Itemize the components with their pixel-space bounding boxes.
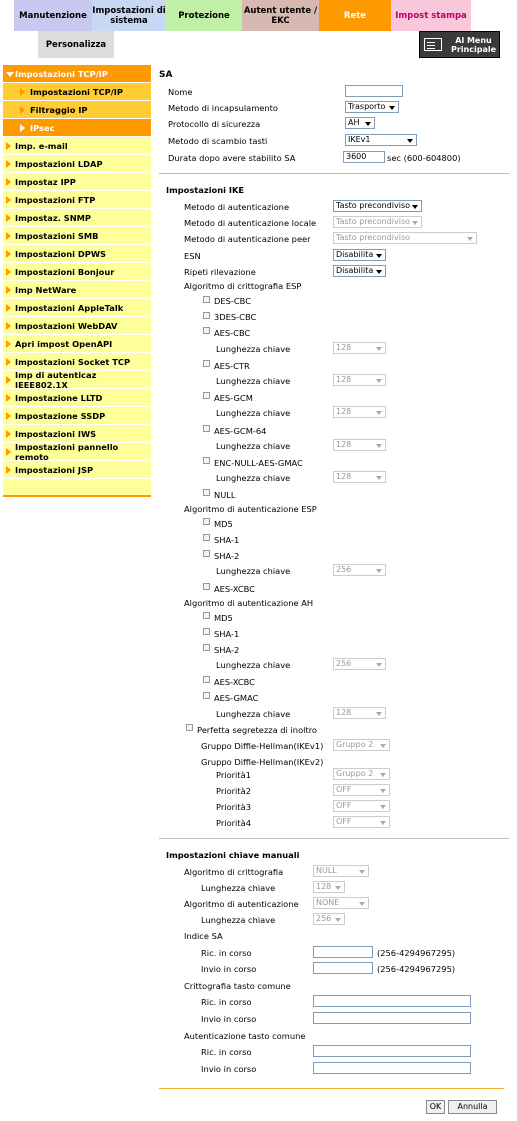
arrow-right-icon	[6, 412, 11, 420]
arrow-right-icon	[6, 214, 11, 222]
esn-select[interactable]: Disabilita	[333, 249, 386, 261]
critt-comune-label: Crittografia tasto comune	[184, 981, 291, 991]
enc-null-lunghezza-select[interactable]: 128	[333, 471, 386, 483]
priorita2-label: Priorità2	[216, 786, 251, 796]
aes-ctr-lunghezza-label: Lunghezza chiave	[216, 376, 291, 386]
chevron-down-icon	[6, 72, 14, 77]
arrow-right-icon	[6, 304, 11, 312]
menu-principale-button[interactable]	[419, 31, 500, 58]
esn-label: ESN	[184, 251, 201, 261]
ike-auth-label: Metodo di autenticazione	[184, 202, 290, 212]
des-cbc-label: DES-CBC	[214, 296, 252, 306]
sidebar-item-email[interactable]: Imp. e-mail	[3, 137, 151, 155]
sidebar-item-tcpip[interactable]: Impostazioni TCP/IP	[3, 65, 151, 83]
esp-md5-checkbox[interactable]	[203, 518, 210, 525]
ah-sha1-checkbox[interactable]	[203, 628, 210, 635]
manual-auth-lunghezza-select[interactable]: 256	[313, 913, 345, 925]
arrow-right-icon	[20, 88, 25, 96]
indice-invio-label: Invio in corso	[201, 964, 257, 974]
priorita1-select[interactable]: Gruppo 2	[333, 768, 390, 780]
arrow-right-icon	[6, 178, 11, 186]
aes-cbc-label: AES-CBC	[214, 328, 251, 338]
sidebar-subitem-filtraggio-ip[interactable]: Filtraggio IP	[3, 101, 151, 119]
esp-aes-xcbc-checkbox[interactable]	[203, 583, 210, 590]
indice-ric-input[interactable]	[313, 946, 373, 958]
enc-null-lunghezza-label: Lunghezza chiave	[216, 473, 291, 483]
null-checkbox[interactable]	[203, 489, 210, 496]
ah-gmac-lunghezza-select[interactable]: 128	[333, 707, 386, 719]
scambio-label: Metodo di scambio tasti	[168, 136, 268, 146]
critt-invio-label: Invio in corso	[201, 1014, 257, 1024]
manual-auth-lunghezza-label: Lunghezza chiave	[201, 915, 276, 925]
enc-null-checkbox[interactable]	[203, 457, 210, 464]
tab-impost-stampa[interactable]: Impost stampa	[391, 0, 471, 31]
ah-sha2-checkbox[interactable]	[203, 644, 210, 651]
ok-button[interactable]: OK	[426, 1100, 445, 1114]
nome-label: Nome	[168, 87, 193, 97]
esp-sha2-label: SHA-2	[214, 551, 240, 561]
priorita3-label: Priorità3	[216, 802, 251, 812]
manual-crypto-label: Algoritmo di crittografia	[184, 867, 284, 877]
arrow-right-icon	[6, 250, 11, 258]
sidebar-item-ssdp[interactable]: Impostazione SSDP	[3, 407, 151, 425]
sidebar-item-lltd[interactable]: Impostazione LLTD	[3, 389, 151, 407]
indice-sa-label: Indice SA	[184, 931, 223, 941]
aes-gcm64-lunghezza-select[interactable]: 128	[333, 439, 386, 451]
aes-gcm-lunghezza-select[interactable]: 128	[333, 406, 386, 418]
sidebar-subitem-tcpip[interactable]: Impostazioni TCP/IP	[3, 83, 151, 101]
dh2-label: Gruppo Diffie-Hellman(IKEv2)	[201, 757, 324, 767]
divider	[159, 173, 509, 174]
arrow-right-icon	[20, 106, 25, 114]
arrow-right-icon	[6, 232, 11, 240]
aes-gcm64-label: AES-GCM-64	[214, 426, 267, 436]
critt-ric-label: Ric. in corso	[201, 997, 252, 1007]
null-label: NULL	[214, 490, 236, 500]
aes-ctr-lunghezza-select[interactable]: 128	[333, 374, 386, 386]
sidebar-item-iws[interactable]: Impostazioni IWS	[3, 425, 151, 443]
ah-sha2-lunghezza-label: Lunghezza chiave	[216, 660, 291, 670]
arrow-right-icon	[6, 358, 11, 366]
tab-personalizza[interactable]: Personalizza	[38, 31, 114, 58]
dh1-select[interactable]: Gruppo 2	[333, 739, 390, 751]
priorita4-label: Priorità4	[216, 818, 251, 828]
ike-title: Impostazioni IKE	[166, 185, 245, 195]
tab-rete[interactable]: Rete	[319, 0, 391, 31]
menu-icon	[424, 38, 442, 51]
auth-invio-input[interactable]	[313, 1062, 471, 1074]
arrow-right-icon	[6, 268, 11, 276]
priorita1-label: Priorità1	[216, 770, 251, 780]
priorita4-select[interactable]: OFF	[333, 816, 390, 828]
critt-invio-input[interactable]	[313, 1012, 471, 1024]
annulla-button[interactable]: Annulla	[448, 1100, 497, 1114]
ah-md5-checkbox[interactable]	[203, 612, 210, 619]
ah-aes-gmac-label: AES-GMAC	[214, 693, 259, 703]
esp-sha2-checkbox[interactable]	[203, 550, 210, 557]
ike-auth-peer-label: Metodo di autenticazione peer	[184, 234, 311, 244]
manual-crypto-lunghezza-label: Lunghezza chiave	[201, 883, 276, 893]
sidebar-item-dpws[interactable]: Impostazioni DPWS	[3, 245, 151, 263]
des-cbc-checkbox[interactable]	[203, 296, 210, 303]
sidebar-subitem-ipsec[interactable]: IPsec	[3, 119, 151, 137]
sidebar-item-smb[interactable]: Impostazioni SMB	[3, 227, 151, 245]
arrow-right-icon	[6, 448, 11, 456]
aes-gcm-checkbox[interactable]	[203, 392, 210, 399]
aes-gcm-lunghezza-label: Lunghezza chiave	[216, 408, 291, 418]
esp-sha2-lunghezza-select[interactable]: 256	[333, 564, 386, 576]
aes-gcm-label: AES-GCM	[214, 393, 253, 403]
ah-gmac-lunghezza-label: Lunghezza chiave	[216, 709, 291, 719]
sidebar-item-ftp[interactable]: Impostazioni FTP	[3, 191, 151, 209]
ike-auth-local-select[interactable]: Tasto precondiviso	[333, 216, 422, 228]
manual-crypto-select[interactable]: NULL	[313, 865, 369, 877]
sidebar-item-ldap[interactable]: Impostazioni LDAP	[3, 155, 151, 173]
ike-auth-local-label: Metodo di autenticazione locale	[184, 218, 317, 228]
esp-crypto-label: Algoritmo di crittografia ESP	[184, 281, 302, 291]
aes-ctr-checkbox[interactable]	[203, 360, 210, 367]
esp-sha2-lunghezza-label: Lunghezza chiave	[216, 566, 291, 576]
ah-sha2-lunghezza-select[interactable]: 256	[333, 658, 386, 670]
3des-cbc-label: 3DES-CBC	[214, 312, 257, 322]
arrow-right-icon	[6, 196, 11, 204]
auth-ric-label: Ric. in corso	[201, 1047, 252, 1057]
footer-separator	[159, 1088, 504, 1089]
sidebar-item-pannello-remoto[interactable]: Impostazioni pannello remoto	[3, 443, 151, 461]
ah-auth-label: Algoritmo di autenticazione AH	[184, 598, 314, 608]
ah-sha2-label: SHA-2	[214, 645, 240, 655]
sidebar-item-netware[interactable]: Imp NetWare	[3, 281, 151, 299]
indice-ric-label: Ric. in corso	[201, 948, 252, 958]
auth-invio-label: Invio in corso	[201, 1064, 257, 1074]
arrow-right-icon	[6, 322, 11, 330]
protocollo-select[interactable]: AH	[345, 117, 375, 129]
manual-title: Impostazioni chiave manuali	[166, 850, 300, 860]
aes-gcm64-lunghezza-label: Lunghezza chiave	[216, 441, 291, 451]
protocollo-label: Protocollo di sicurezza	[168, 119, 261, 129]
aes-gcm64-checkbox[interactable]	[203, 425, 210, 432]
ah-aes-xcbc-checkbox[interactable]	[203, 676, 210, 683]
sidebar-item-webdav[interactable]: Impostazioni WebDAV	[3, 317, 151, 335]
manual-auth-select[interactable]: NONE	[313, 897, 369, 909]
ripeti-label: Ripeti rilevazione	[184, 267, 256, 277]
priorita2-select[interactable]: OFF	[333, 784, 390, 796]
enc-null-label: ENC-NULL-AES-GMAC	[214, 458, 303, 468]
esp-sha1-checkbox[interactable]	[203, 534, 210, 541]
durata-input[interactable]: 3600	[343, 151, 385, 163]
sidebar-item-snmp[interactable]: Impostaz. SNMP	[3, 209, 151, 227]
ah-sha1-label: SHA-1	[214, 629, 240, 639]
sidebar-item-openapi[interactable]: Apri impost OpenAPI	[3, 335, 151, 353]
sidebar-item-ipp[interactable]: Impostaz IPP	[3, 173, 151, 191]
scambio-select[interactable]: IKEv1	[345, 134, 417, 146]
sidebar-item-bonjour[interactable]: Impostazioni Bonjour	[3, 263, 151, 281]
arrow-right-icon	[6, 340, 11, 348]
pfs-checkbox[interactable]	[186, 724, 193, 731]
ah-md5-label: MD5	[214, 613, 233, 623]
auth-comune-label: Autenticazione tasto comune	[184, 1031, 306, 1041]
arrow-right-icon	[6, 142, 11, 150]
arrow-right-icon	[6, 160, 11, 168]
ah-aes-gmac-checkbox[interactable]	[203, 692, 210, 699]
sidebar	[3, 65, 151, 497]
tab-impostazioni-sistema[interactable]: Impostazioni di sistema	[92, 0, 166, 31]
sidebar-item-socket-tcp[interactable]: Impostazioni Socket TCP	[3, 353, 151, 371]
pfs-label: Perfetta segretezza di inoltro	[197, 725, 318, 735]
arrow-right-icon	[6, 376, 11, 384]
indice-ric-range: (256-4294967295)	[377, 948, 456, 958]
tab-manutenzione[interactable]: Manutenzione	[14, 0, 92, 31]
arrow-right-icon	[6, 394, 11, 402]
aes-cbc-lunghezza-select[interactable]: 128	[333, 342, 386, 354]
nome-input[interactable]	[345, 85, 403, 97]
manual-crypto-lunghezza-select[interactable]: 128	[313, 881, 345, 893]
aes-cbc-checkbox[interactable]	[203, 327, 210, 334]
auth-ric-input[interactable]	[313, 1045, 471, 1057]
3des-cbc-checkbox[interactable]	[203, 312, 210, 319]
sidebar-item-jsp[interactable]: Impostazioni JSP	[3, 461, 151, 479]
critt-ric-input[interactable]	[313, 995, 471, 1007]
sidebar-separator	[3, 495, 151, 497]
arrow-right-icon	[6, 286, 11, 294]
divider	[159, 838, 509, 839]
ike-auth-select[interactable]: Tasto precondiviso	[333, 200, 422, 212]
sa-title: SA	[159, 70, 173, 80]
indice-invio-input[interactable]	[313, 962, 373, 974]
sidebar-item-appletalk[interactable]: Impostazioni AppleTalk	[3, 299, 151, 317]
aes-cbc-lunghezza-label: Lunghezza chiave	[216, 344, 291, 354]
aes-ctr-label: AES-CTR	[214, 361, 250, 371]
esp-aes-xcbc-label: AES-XCBC	[214, 584, 255, 594]
sidebar-item-ieee8021x[interactable]: Imp di autenticaz IEEE802.1X	[3, 371, 151, 389]
esp-md5-label: MD5	[214, 519, 233, 529]
ripeti-select[interactable]: Disabilita	[333, 265, 386, 277]
dh1-label: Gruppo Diffie-Hellman(IKEv1)	[201, 741, 324, 751]
arrow-right-icon	[20, 124, 25, 132]
priorita3-select[interactable]: OFF	[333, 800, 390, 812]
arrow-right-icon	[6, 430, 11, 438]
manual-auth-label: Algoritmo di autenticazione	[184, 899, 299, 909]
ah-aes-xcbc-label: AES-XCBC	[214, 677, 255, 687]
indice-invio-range: (256-4294967295)	[377, 964, 456, 974]
esp-sha1-label: SHA-1	[214, 535, 240, 545]
arrow-right-icon	[6, 466, 11, 474]
tab-protezione[interactable]: Protezione	[166, 0, 242, 31]
ike-auth-peer-select[interactable]: Tasto precondiviso	[333, 232, 477, 244]
esp-auth-label: Algoritmo di autenticazione ESP	[184, 504, 317, 514]
tab-autenticazione[interactable]: Autent utente / EKC	[242, 0, 319, 31]
durata-range: sec (600-604800)	[387, 153, 461, 163]
metodo-incap-label: Metodo di incapsulamento	[168, 103, 279, 113]
metodo-incap-select[interactable]: Trasporto	[345, 101, 399, 113]
durata-label: Durata dopo avere stabilito SA	[168, 153, 296, 163]
menu-principale-label: Al Menu Principale	[450, 35, 497, 54]
